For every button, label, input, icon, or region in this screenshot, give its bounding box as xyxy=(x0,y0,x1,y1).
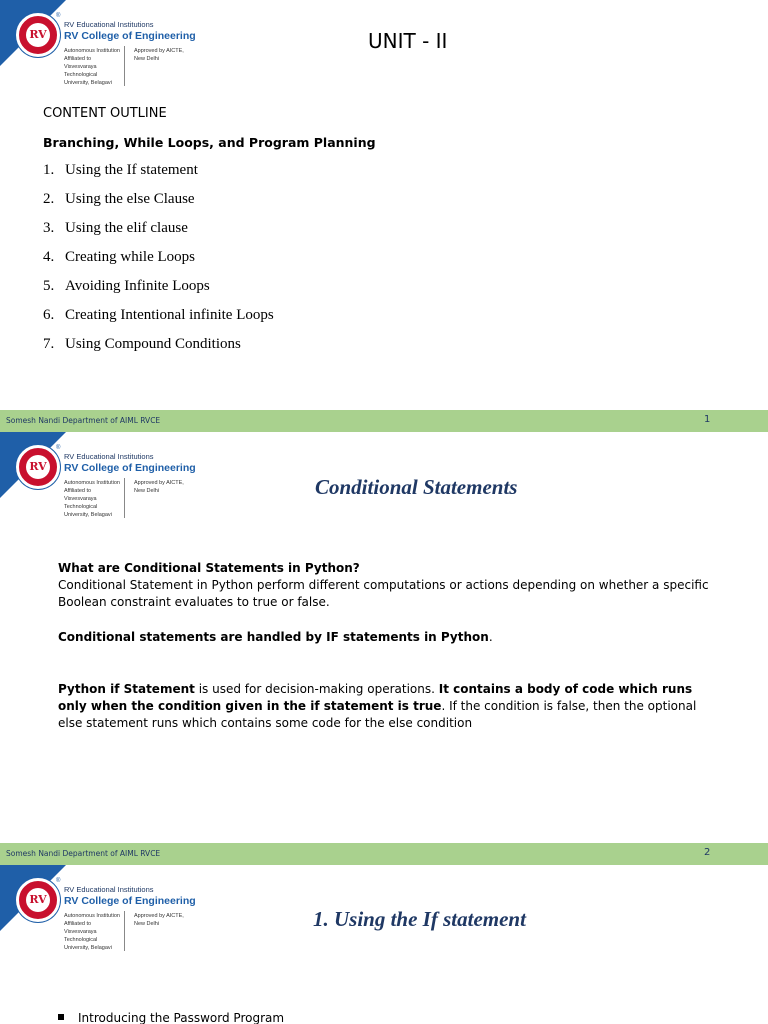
definition-text: Conditional Statement in Python perform different computations or actions depending on whether a specific Boolean constraint evaluates to true or false. xyxy=(58,578,709,609)
registered-mark: ® xyxy=(56,445,61,451)
logo-college-name: RV College of Engineering xyxy=(64,895,196,907)
footer-author: Somesh Nandi Department of AIML RVCE xyxy=(6,416,161,425)
slide-title: Conditional Statements xyxy=(315,475,518,499)
logo-college-name: RV College of Engineering xyxy=(64,462,196,474)
handled-text: Conditional statements are handled by IF statements in Python xyxy=(58,630,489,644)
logo-approval: Approved by AICTE, New Delhi xyxy=(134,48,184,62)
slide-title: 1. Using the If statement xyxy=(313,907,526,931)
logo-institutions: RV Educational Institutions xyxy=(64,885,154,894)
slide-1 xyxy=(0,0,768,410)
logo-affiliation: Autonomous Institution Affiliated to Visvesvaraya Technological University, Belagavi xyxy=(64,480,120,518)
square-bullet-icon xyxy=(58,1014,64,1020)
slide-footer xyxy=(0,410,768,432)
list-item: 2. Using the else Clause xyxy=(43,191,195,207)
college-seal-logo xyxy=(16,878,60,922)
seal-text: RV xyxy=(29,893,47,906)
seal-text: RV xyxy=(29,460,47,473)
logo-institutions: RV Educational Institutions xyxy=(64,452,154,461)
list-item: 5. Avoiding Infinite Loops xyxy=(43,278,210,294)
if-statement-paragraph: Python if Statement is used for decision-making operations. It contains a body of code which runs only when the condition given in the if statement is true. If the condition is false, then the optional else statement runs which contains some code for the else condition xyxy=(58,682,697,730)
page-title: UNIT - II xyxy=(368,29,448,53)
list-item: 6. Creating Intentional infinite Loops xyxy=(43,307,274,323)
outline-subheading: Branching, While Loops, and Program Planning xyxy=(43,135,376,150)
logo-affiliation: Autonomous Institution Affiliated to Visvesvaraya Technological University, Belagavi xyxy=(64,48,120,86)
list-item: 4. Creating while Loops xyxy=(43,249,195,265)
question-heading: What are Conditional Statements in Python? xyxy=(58,561,360,575)
logo-divider xyxy=(124,478,125,518)
question-block xyxy=(58,560,718,611)
slide-footer xyxy=(0,843,768,865)
college-seal-logo xyxy=(16,445,60,489)
logo-divider xyxy=(124,911,125,951)
registered-mark: ® xyxy=(56,878,61,884)
college-seal-logo xyxy=(16,13,60,57)
logo-approval: Approved by AICTE, New Delhi xyxy=(134,480,184,494)
page-number: 1 xyxy=(704,414,711,425)
handled-block: Conditional statements are handled by IF statements in Python. xyxy=(58,630,493,644)
slide-3 xyxy=(0,865,768,1024)
footer-author: Somesh Nandi Department of AIML RVCE xyxy=(6,849,161,858)
logo-institutions: RV Educational Institutions xyxy=(64,20,154,29)
list-item: 3. Using the elif clause xyxy=(43,220,188,236)
list-item: 7. Using Compound Conditions xyxy=(43,336,241,352)
seal-text: RV xyxy=(29,28,47,41)
registered-mark: ® xyxy=(56,13,61,19)
logo-college-name: RV College of Engineering xyxy=(64,30,196,42)
topic-list xyxy=(43,162,274,365)
logo-approval: Approved by AICTE, New Delhi xyxy=(134,913,184,927)
list-item: Introducing the Password Program xyxy=(58,1011,284,1024)
list-item: 1. Using the If statement xyxy=(43,162,198,178)
logo-divider xyxy=(124,46,125,86)
slide-2 xyxy=(0,432,768,843)
logo-affiliation: Autonomous Institution Affiliated to Visvesvaraya Technological University, Belagavi xyxy=(64,913,120,951)
page-number: 2 xyxy=(704,847,711,858)
outline-heading: CONTENT OUTLINE xyxy=(43,106,167,121)
